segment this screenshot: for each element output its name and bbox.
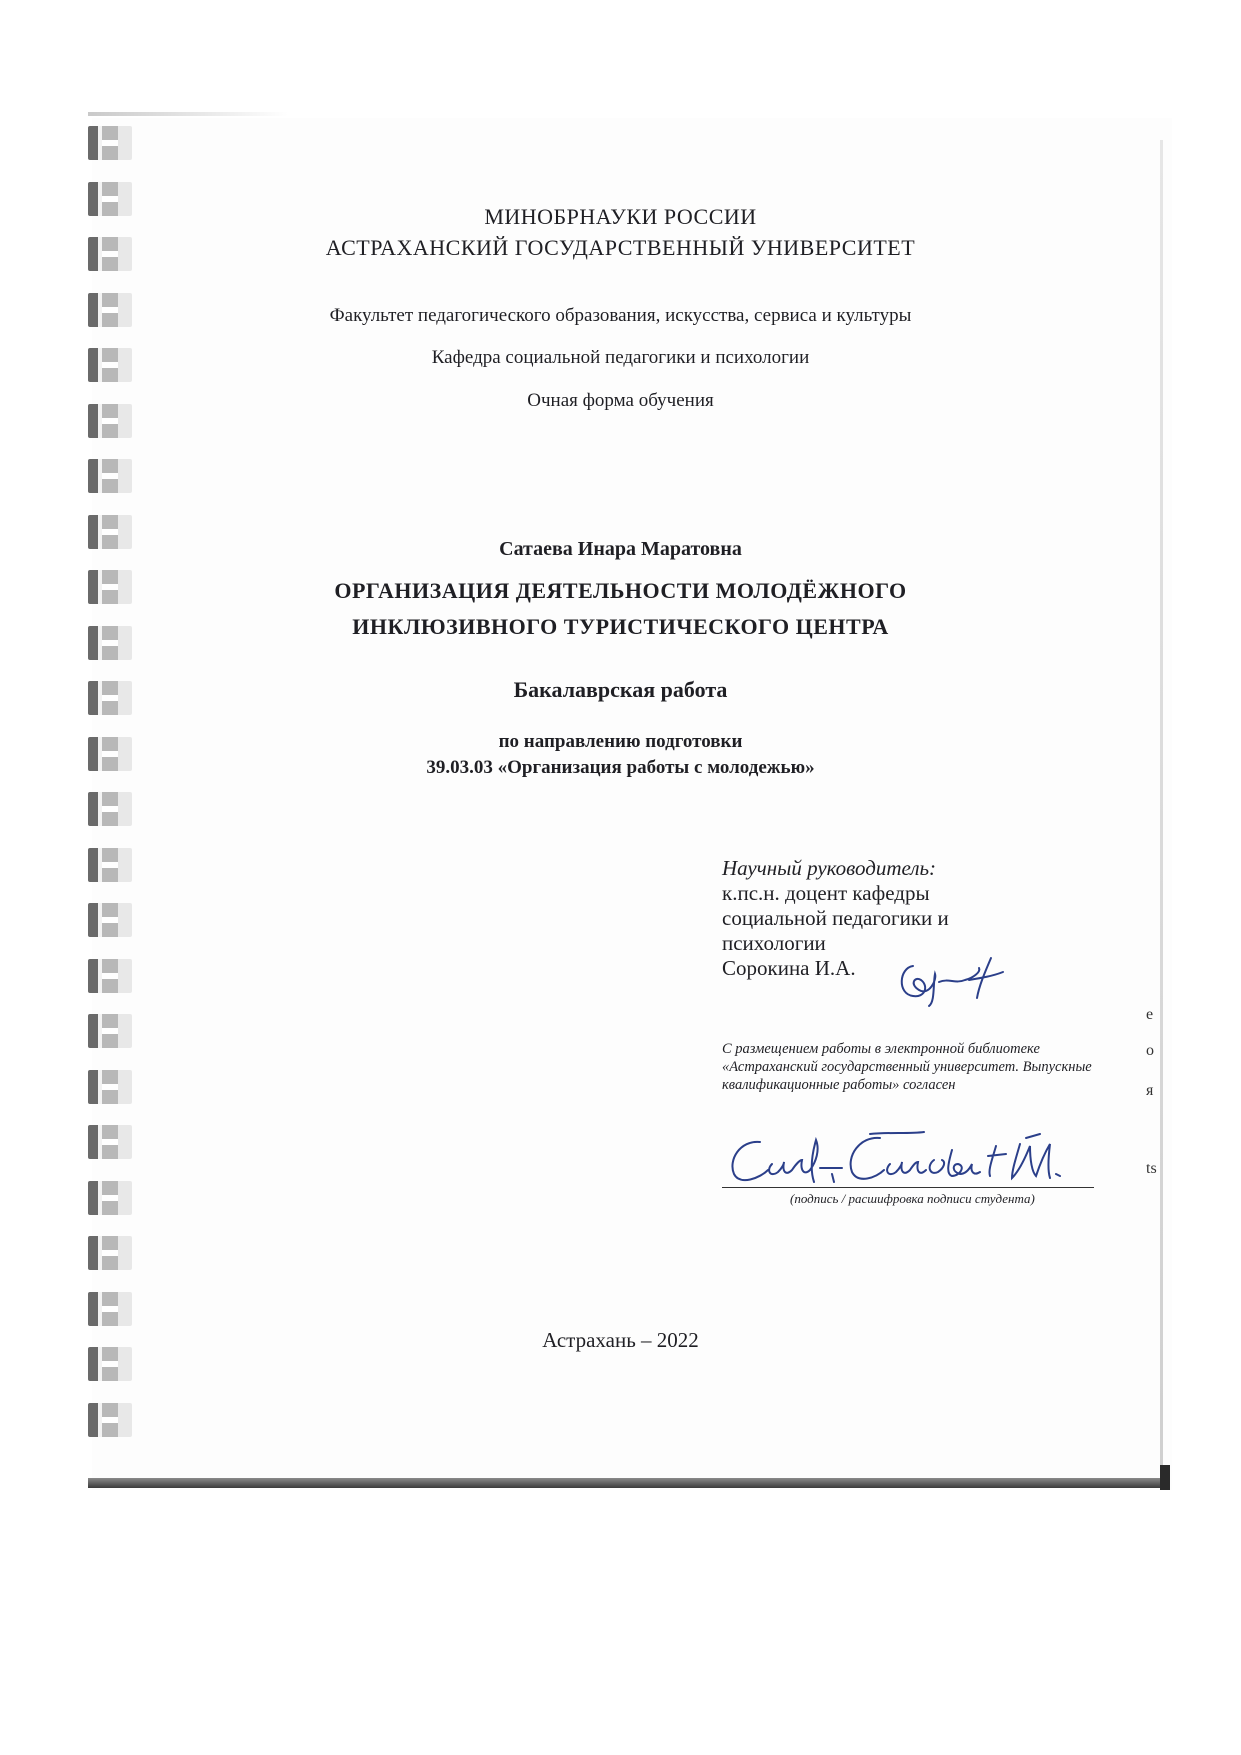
- edge-letter: я: [1146, 1082, 1154, 1099]
- binding-ring: [88, 1070, 132, 1104]
- edge-letter: ts: [1146, 1160, 1157, 1177]
- consent-statement: С размещением работы в электронной библиотеке «Астраханский государственный университет. Выпускные квалификационные работы» согласен: [722, 1041, 1092, 1093]
- supervisor-department-2: психологии: [722, 931, 826, 955]
- city-year: Астрахань – 2022: [542, 1328, 699, 1352]
- signature-caption: (подпись / расшифровка подписи студента): [790, 1191, 1035, 1206]
- binding-ring: [88, 126, 132, 160]
- binding-ring: [88, 959, 132, 993]
- page-edge-right: [1160, 140, 1163, 1485]
- supervisor-name: Сорокина И.А.: [722, 956, 856, 980]
- faculty-name: Факультет педагогического образования, искусства, сервиса и культуры: [329, 305, 912, 326]
- binding-ring: [88, 903, 132, 937]
- student-signature: [720, 1130, 1120, 1190]
- page-shadow: [88, 112, 288, 116]
- binding-ring: [88, 1125, 132, 1159]
- binding-ring: [88, 1236, 132, 1270]
- department-name: Кафедра социальной педагогики и психологии: [431, 347, 810, 368]
- binding-ring: [88, 1403, 132, 1437]
- signature-line: [722, 1187, 1094, 1188]
- work-title-line-1: ОРГАНИЗАЦИЯ ДЕЯТЕЛЬНОСТИ МОЛОДЁЖНОГО: [334, 578, 907, 603]
- binding-ring: [88, 1292, 132, 1326]
- edge-letter: о: [1146, 1042, 1154, 1059]
- supervisor-signature: [895, 950, 1015, 1010]
- page-corner: [1160, 1465, 1170, 1490]
- direction-line-2: 39.03.03 «Организация работы с молодежью»: [426, 757, 815, 778]
- direction-line-1: по направлению подготовки: [498, 731, 743, 752]
- binding-ring: [88, 459, 132, 493]
- ministry-line: МИНОБРНАУКИ РОССИИ: [484, 204, 757, 229]
- binding-ring: [88, 1181, 132, 1215]
- work-title-line-2: ИНКЛЮЗИВНОГО ТУРИСТИЧЕСКОГО ЦЕНТРА: [352, 614, 889, 639]
- author-name: Сатаева Инара Маратовна: [499, 538, 742, 560]
- edge-letter: е: [1146, 1006, 1154, 1023]
- page-edge-bottom: [88, 1478, 1168, 1488]
- supervisor-degree: к.пс.н. доцент кафедры: [722, 881, 930, 905]
- supervisor-label: Научный руководитель:: [722, 856, 937, 880]
- binding-ring: [88, 1014, 132, 1048]
- binding-ring: [88, 792, 132, 826]
- binding-ring: [88, 848, 132, 882]
- study-form: Очная форма обучения: [527, 390, 714, 411]
- supervisor-department-1: социальной педагогики и: [722, 906, 949, 930]
- work-type: Бакалаврская работа: [513, 677, 728, 702]
- university-name: АСТРАХАНСКИЙ ГОСУДАРСТВЕННЫЙ УНИВЕРСИТЕТ: [325, 235, 916, 260]
